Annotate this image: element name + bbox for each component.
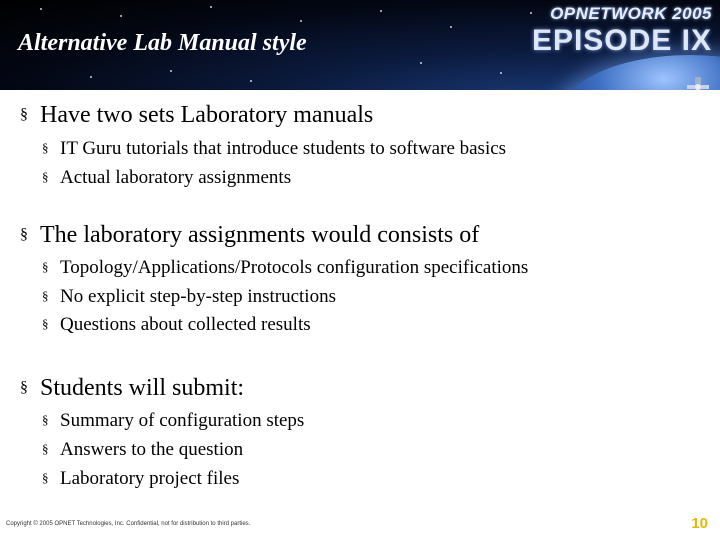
- list-item: Questions about collected results: [60, 314, 311, 335]
- bullet-level1: [20, 102, 373, 129]
- bullet-icon: §: [42, 412, 49, 427]
- bullet-icon: §: [42, 140, 49, 155]
- list-item: No explicit step-by-step instructions: [60, 286, 336, 307]
- bullet-level2: [42, 286, 336, 308]
- list-item: IT Guru tutorials that introduce students to software basics: [60, 138, 507, 159]
- bullet-level2: [42, 167, 291, 189]
- spacecraft-icon: [685, 74, 711, 90]
- bullet-level1: [20, 375, 244, 402]
- section-heading: The laboratory assignments would consists of: [40, 222, 480, 248]
- bullet-level2: [42, 257, 528, 279]
- bullet-icon: §: [20, 226, 28, 243]
- bullet-icon: §: [20, 379, 28, 396]
- list-item: Laboratory project files: [60, 468, 240, 489]
- bullet-level2: [42, 439, 243, 461]
- list-item: Actual laboratory assignments: [60, 167, 292, 188]
- section-heading: Students will submit:: [40, 375, 245, 401]
- bullet-icon: §: [42, 470, 49, 485]
- bullet-icon: §: [42, 441, 49, 456]
- section-heading: Have two sets Laboratory manuals: [40, 102, 374, 128]
- bullet-level2: [42, 468, 239, 490]
- list-item: Answers to the question: [60, 439, 244, 460]
- brand-opnetwork: OPNETWORK 2005: [550, 4, 712, 23]
- list-item: Summary of configuration steps: [60, 410, 305, 431]
- bullet-icon: §: [42, 316, 49, 331]
- bullet-icon: §: [42, 259, 49, 274]
- bullet-icon: §: [20, 106, 28, 123]
- page-number: 10: [691, 515, 708, 532]
- brand-logo: [532, 4, 712, 58]
- bullet-level1: [20, 222, 479, 249]
- footer-copyright: Copyright © 2005 OPNET Technologies, Inc. Confidential, not for distribution to third parties.: [6, 521, 251, 527]
- bullet-level2: [42, 314, 311, 336]
- list-item: Topology/Applications/Protocols configuration specifications: [60, 257, 529, 278]
- brand-episode: EPISODE IX: [531, 24, 712, 57]
- slide-title: Alternative Lab Manual style: [18, 30, 307, 56]
- bullet-icon: §: [42, 169, 49, 184]
- bullet-icon: §: [42, 288, 49, 303]
- bullet-level2: [42, 410, 304, 432]
- bullet-level2: [42, 138, 506, 160]
- slide-header: [0, 0, 720, 90]
